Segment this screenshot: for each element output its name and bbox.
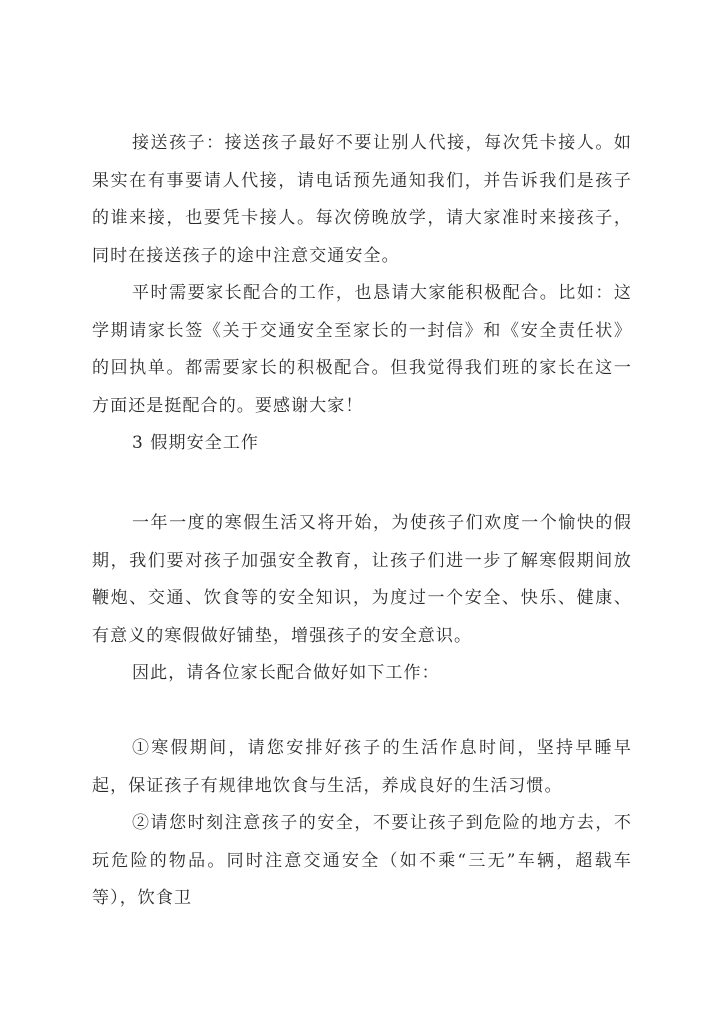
paragraph-winter-break-intro: 一年一度的寒假生活又将开始，为使孩子们欢度一个愉快的假期，我们要对孩子加强安全教育，让孩子们进一步了解寒假期间放鞭炮、交通、饮食等的安全知识，为度过一个安全、快乐、健康、有意义的寒假做好铺垫，增强孩子的安全意识。 <box>92 513 632 646</box>
list-item-schedule: ①寒假期间，请您安排好孩子的生活作息时间，坚持早睡早起，保证孩子有规律地饮食与生活，养成良好的生活习惯。 <box>92 738 632 796</box>
paragraph-parent-cooperation: 平时需要家长配合的工作，也恳请大家能积极配合。比如：这学期请家长签《关于交通安全至家长的一封信》和《安全责任状》的回执单。都需要家长的积极配合。但我觉得我们班的家长在这一方面还是挺配合的。要感谢大家！ <box>92 283 632 416</box>
paragraph-request-intro: 因此，请各位家长配合做好如下工作： <box>132 663 440 683</box>
list-item-safety: ②请您时刻注意孩子的安全，不要让孩子到危险的地方去，不玩危险的物品。同时注意交通安全（如不乘“三无”车辆，超载车等），饮食卫 <box>92 813 632 908</box>
paragraph-pickup-rules: 接送孩子：接送孩子最好不要让别人代接，每次凭卡接人。如果实在有事要请人代接，请电话预先通知我们，并告诉我们是孩子的谁来接，也要凭卡接人。每次傍晚放学，请大家准时来接孩子，同时在接送孩子的途中注意交通安全。 <box>92 133 632 266</box>
section-heading-holiday-safety: 3 假期安全工作 <box>132 433 260 453</box>
